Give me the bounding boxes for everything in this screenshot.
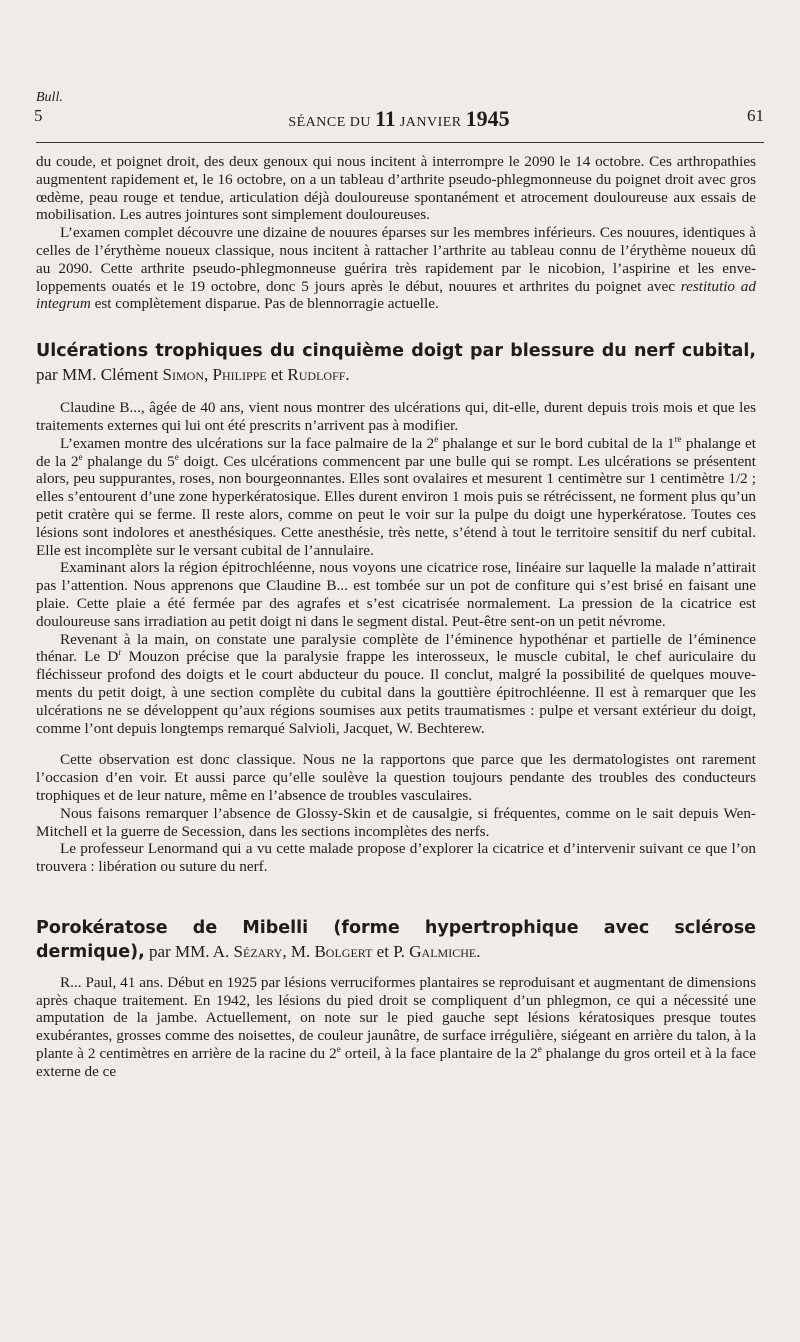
article-title (36, 916, 756, 964)
running-head-prefix: SÉANCE DU (288, 115, 376, 130)
page-body (36, 153, 756, 1081)
text-run: L’examen complet découvre une dizaine de nouures éparses sur les membres inférieurs. Ces nouures, identiques à celles de l’érythème noueux classique, nous incitent à rattacher l’arthrite au tableau connu de l’érythème noueux dû au 2090. Cette arthrite pseudo-phlegmonneuse guérira très rapidement par le nicobion, l’aspirine et les enveloppements ouatés et le 19 octobre, donc 5 jours après le début, nouures et arthrites du poignet avec (36, 224, 756, 295)
author-name: Sézary (233, 941, 283, 961)
paragraph: R... Paul, 41 ans. Début en 1925 par lésions verruciformes plantaires se reproduisant et augmentant de dimensions après chaque traitement. En 1942, les lésions du pied droit se compliquent d’un phlegmon, ce qui a nécessité une amputation de la jambe. Actuellement, on note sur le pied gauche sept lésions kératosiques presque toutes exubérantes, grosses comme des noisettes, de couleur jaunâtre, de surface irrégulière, siégeant en arrière du talon, à la plante à 2 centimètres en arrière de la racine du 2e orteil, à la face plantaire de la 2e phalange du gros orteil et à la face externe de ce (36, 973, 757, 1080)
author-name: Rudloff (287, 365, 346, 385)
article-title-text: Porokératose de Mibelli (forme hypertrophique avec sclérose dermique), (36, 917, 756, 962)
paragraph: L’examen montre des ulcérations sur la face palmaire de la 2e phalange et sur le bord cubital de la 1re phalange et de la 2e phalange du 5e doigt. Ces ulcérations commencent par une bulle qui se rompt. Les ulcérations se présentent alors, peu suppurantes, roses, non bourgeonnantes. Elles sont ovalaires et mesurent 1 centimètre sur 1 centimètre 1/2 ; elles s’entourent d’une zone hyperkératosique. Elles durent environ 1 mois puis se rétrécissent, ne forment plus qu’un petit cratère qui se ferme. Il reste alors, comme on peut le voir sur la pulpe du doigt une hyperkératose. Toutes ces lésions sont indolores et anesthésiques. Cette anesthésie, très nette, s’étend à tout le territoire sensitif du nerf cubital. Elle est incomplète sur le versant cubital de l’annulaire. (36, 433, 756, 559)
text-run: est complètement disparue. Pas de blennorragie actuelle. (90, 295, 439, 313)
latin-phrase: restitutio ad integrum (36, 277, 756, 313)
paragraph: Nous faisons remarquer l’absence de Glossy-Skin et de causalgie, si fréquentes, comme on le sait depuis Wen-Mitchell et la guerre de Secession, dans les sections incomplètes des nerfs. (36, 804, 756, 840)
paragraph: Cette observation est donc classique. Nous ne la rapportons que parce que les dermatologistes ont rarement l’occasion d’en voir. Et aussi parce qu’elle soulève la question toujours pendante des troubles des conducteurs trophiques et de leur nature, même en l’absence de troubles vasculaires. (36, 751, 756, 804)
article-title-text: Ulcérations trophiques du cinquième doigt par blessure du nerf cubital, (36, 341, 756, 362)
article-authors: par MM. Clément Simon, Philippe et Rudloff. (36, 365, 350, 385)
article-title (36, 339, 756, 387)
paragraph: Le professeur Lenormand qui a vu cette malade propose d’explorer la cicatrice et d’intervenir suivant ce que l’on trouvera : libération ou suture du nerf. (36, 840, 756, 876)
paragraph: Revenant à la main, on constate une paralysie complète de l’éminence hypothénar et partielle de l’éminence thénar. Le $D^r$ Mouzon précise que la paralysie frappe les interosseux, le muscle cubital, le chef auriculaire du fléchisseur profond des doigts et le court abducteur du pouce. Il conclut, malgré la possibilité de quelques mouvements du petit doigt, à une section complète du cubital dans la gouttière épitrochléenne. Il est à remarquer que les ulcérations ne se développent qu’aux régions soumises aux petits traumatismes : pulpe et versant extérieur du doigt, comme l’ont depuis longtemps remarqué Salvioli, Jacquet, W. Bechterew. (36, 630, 756, 737)
author-name: Simon (162, 365, 204, 385)
header-rule (36, 142, 764, 143)
continued-paragraph: du coude, et poignet droit, des deux genoux qui nous incitent à interrompre le 2090 le 14 octobre. Ces arthropathies augmentent rapidement et, le 16 octobre, on a un tableau d’arthrite pseudo-phlegmonneuse du poignet droit avec gros œdème, peau rouge et tendue, articulation déjà douloureuse spontanément et atrocement douloureuse aux essais de mobilisation. Les autres jointures sont simplement douloureuses. (36, 153, 756, 224)
running-head-day: 11 (375, 106, 396, 131)
running-head-year: 1945 (465, 106, 510, 131)
paragraph (36, 224, 756, 313)
paragraph: Claudine B..., âgée de 40 ans, vient nous montrer des ulcérations qui, dit-elle, durent depuis trois mois et que les traitements externes qui lui ont été prescrits n’arrivent pas à modifier. (36, 399, 756, 434)
paragraph: Examinant alors la région épitrochléenne, nous voyons une cicatrice rose, linéaire sur laquelle la malade n’attirait pas l’attention. Nous apprenons que Claudine B... est tombée sur un pot de confiture qui s’est brisé en faisant une plaie. Cette plaie a été fermée par des agrafes et s’est cicatrisée normalement. La pression de la cicatrice est douloureuse sans irradiation au petit doigt ni dans le segment distal. Peut-être sent-on un petit névrome. (36, 559, 756, 630)
author-name: Philippe (212, 365, 267, 385)
author-name: Bolgert (314, 941, 373, 961)
page-number-right: 61 (747, 106, 764, 125)
running-head-month: JANVIER (395, 115, 466, 130)
running-head (34, 106, 764, 132)
author-name: Galmiche (409, 941, 477, 961)
article-authors: par MM. A. Sézary, M. Bolgert et P. Galmiche. (144, 941, 481, 961)
page-header (34, 106, 764, 131)
page-number-left: 5 (34, 106, 43, 125)
bulletin-mark: Bull. (36, 90, 63, 105)
